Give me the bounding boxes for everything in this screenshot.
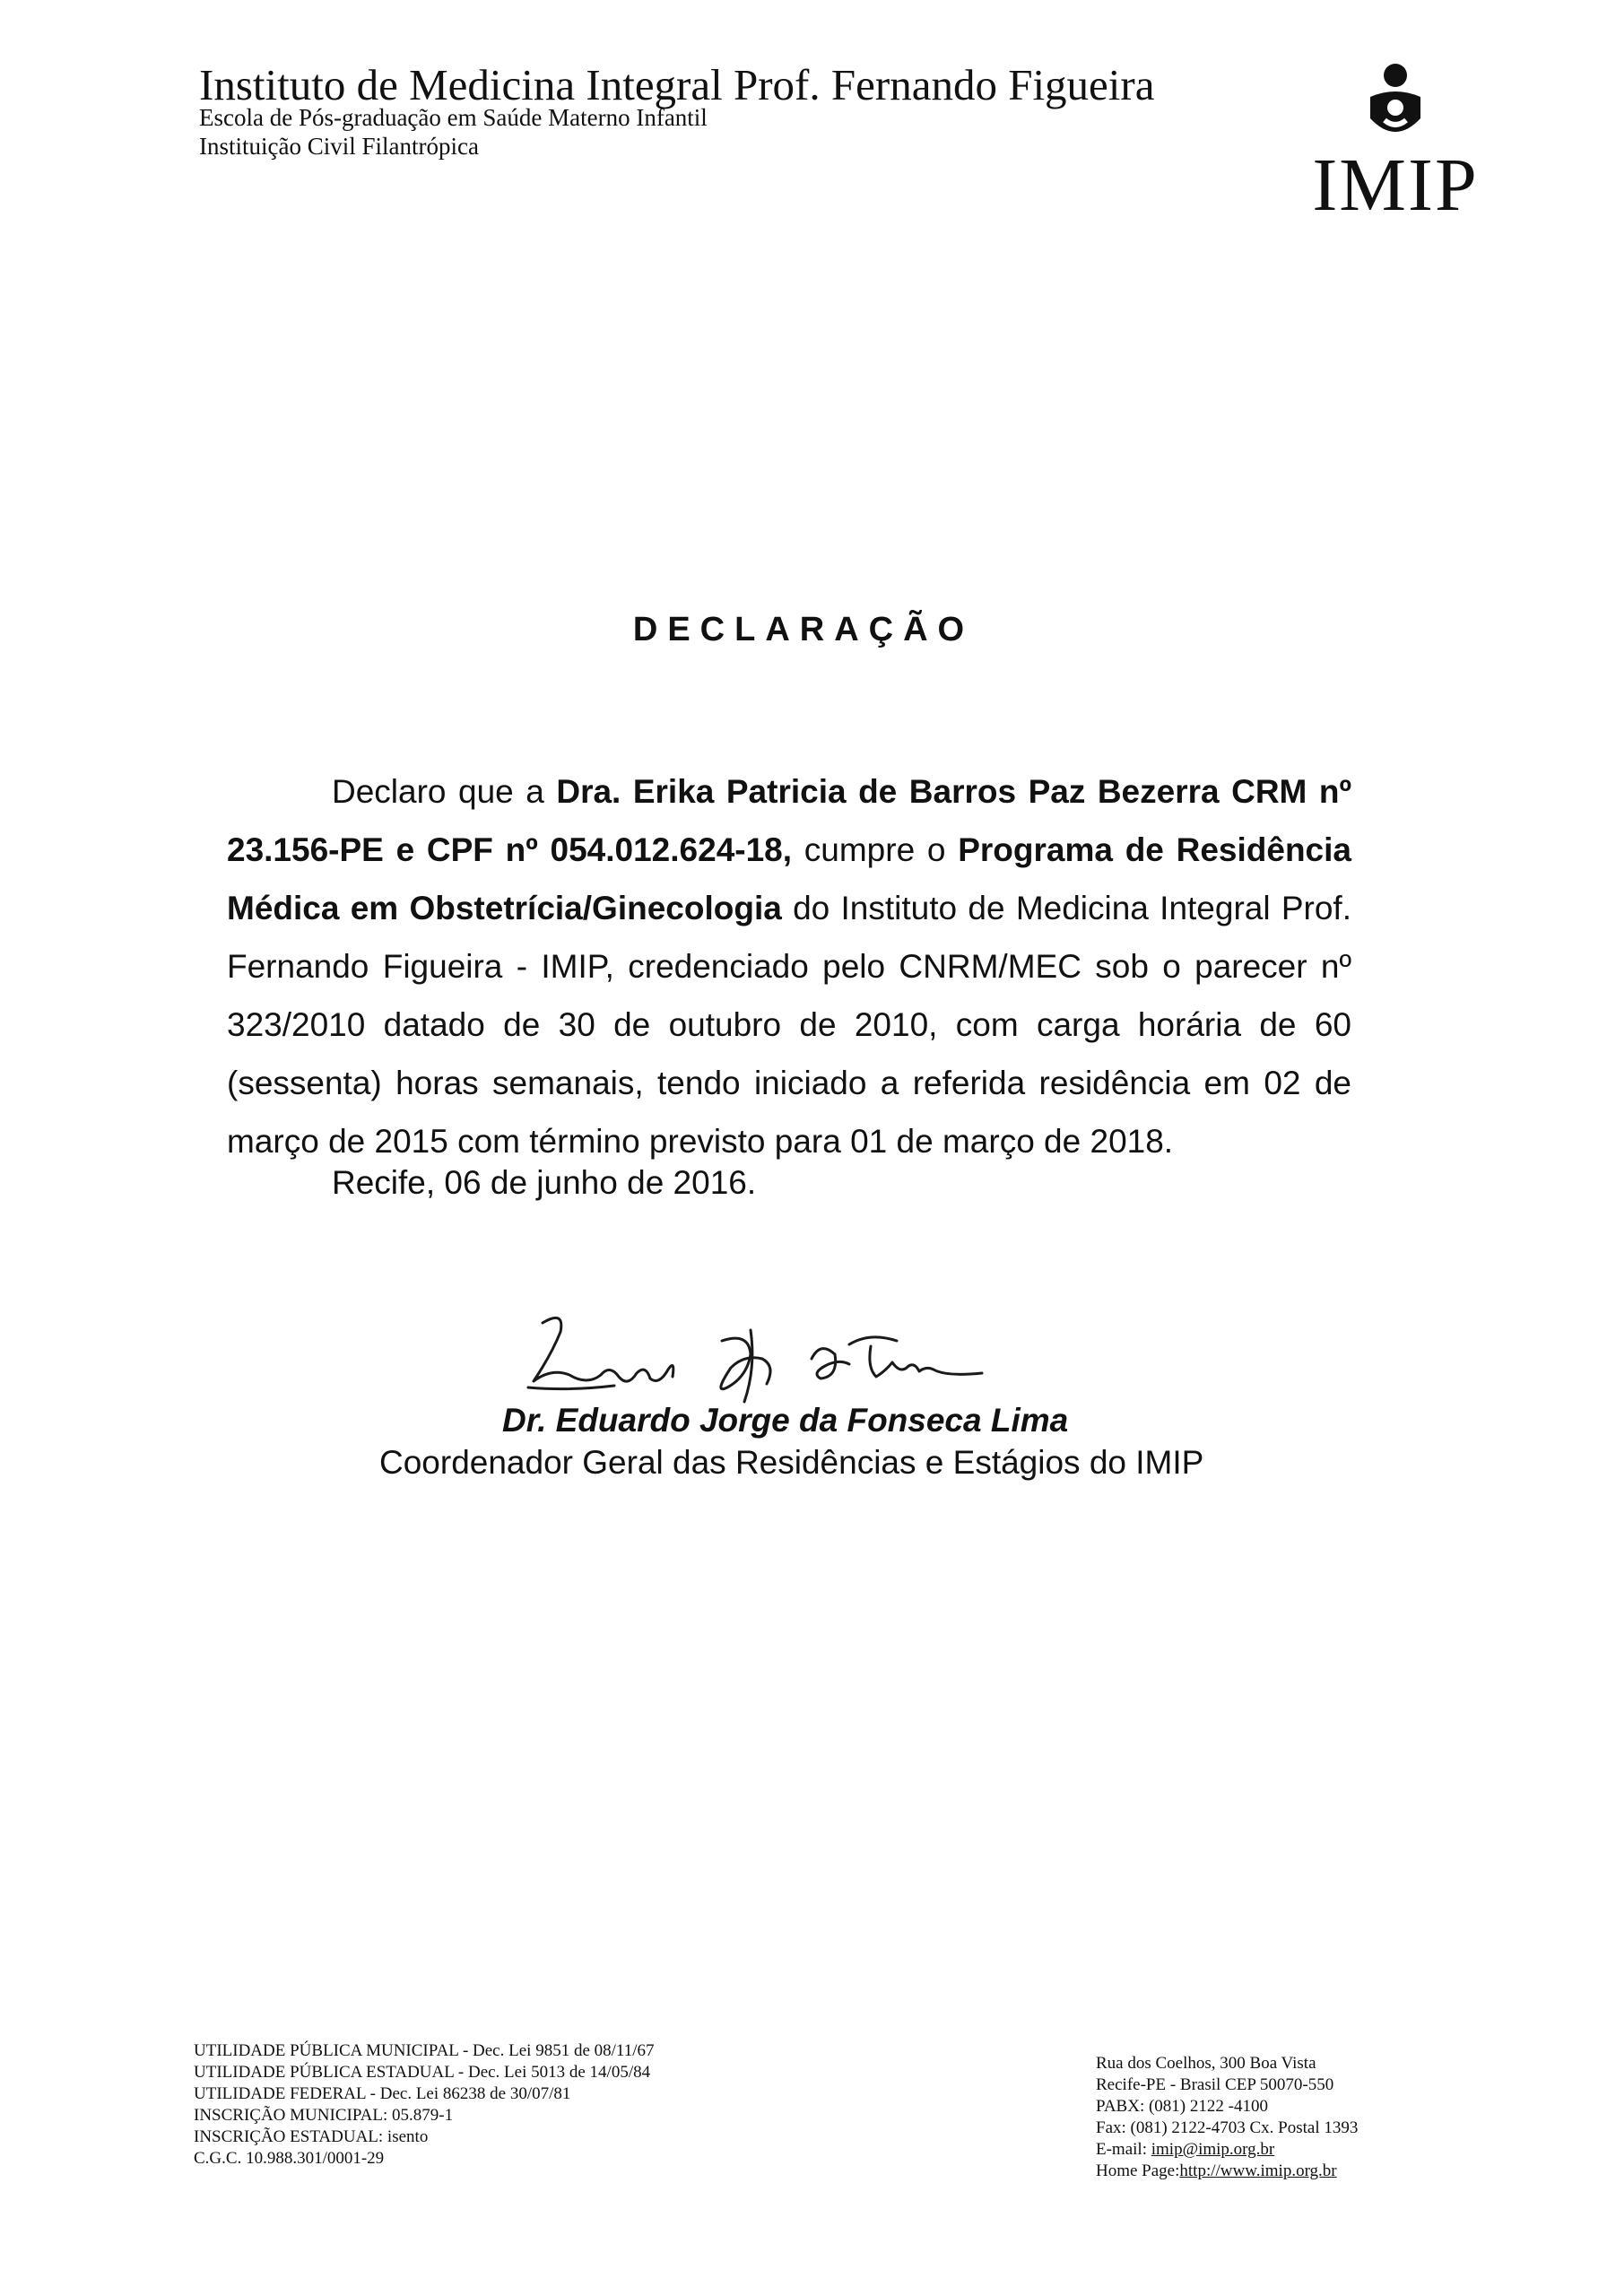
email-line	[1096, 2139, 1358, 2161]
registration-line: INSCRIÇÃO ESTADUAL: isento	[194, 2127, 429, 2146]
doctor-identification: Dra. Erika Patricia de Barros Paz Bezerra CRM nº 23.156-PE e CPF nº 054.012.624-18,	[227, 773, 1351, 868]
signatory-name: Dr. Eduardo Jorge da Fonseca Lima	[502, 1402, 1069, 1439]
institution-school: Escola de Pós-graduação em Saúde Materno Infantil	[199, 104, 708, 131]
legal-registrations	[194, 2040, 654, 2170]
email-label: E-mail:	[1096, 2140, 1151, 2159]
program-name: Programa de Residência Médica em Obstetrícia/Ginecologia	[227, 831, 1351, 926]
signatory-role: Coordenador Geral das Residências e Estágios do IMIP	[379, 1444, 1204, 1481]
contact-info	[1096, 2053, 1358, 2182]
document-title: DECLARAÇÃO	[632, 611, 975, 648]
handwritten-signature	[516, 1305, 1081, 1404]
imip-mother-child-icon	[1359, 63, 1431, 148]
body-connector: cumpre o	[792, 831, 959, 868]
registration-line: INSCRIÇÃO MUNICIPAL: 05.879-1	[194, 2106, 454, 2125]
phone-line: PABX: (081) 2122 -4100	[1096, 2097, 1268, 2116]
registration-line: UTILIDADE PÚBLICA ESTADUAL - Dec. Lei 5013 de 14/05/84	[194, 2063, 651, 2082]
institution-name: Instituto de Medicina Integral Prof. Fernando Figueira	[199, 60, 1155, 109]
fax-line: Fax: (081) 2122-4703 Cx. Postal 1393	[1096, 2118, 1359, 2137]
homepage-label: Home Page:	[1096, 2161, 1180, 2180]
body-intro: Declaro que a	[332, 773, 557, 810]
city-line: Recife-PE - Brasil CEP 50070-550	[1096, 2075, 1334, 2094]
homepage-link[interactable]: http://www.imip.org.br	[1179, 2161, 1337, 2180]
logo-text: IMIP	[1312, 144, 1479, 227]
declaration-body	[227, 762, 1351, 1170]
institution-type: Instituição Civil Filantrópica	[199, 133, 479, 160]
body-details: do Instituto de Medicina Integral Prof. Fernando Figueira - IMIP, credenciado pelo CNRM/MEC sob o parecer nº 323/2010 datado de 30 de outubro de 2010, com carga horária de 60 (sessenta) horas semanais, tendo iniciado a referida residência em 02 de março de 2015 com término previsto para 01 de março de 2018.	[227, 890, 1351, 1160]
homepage-line	[1096, 2161, 1358, 2182]
email-link[interactable]: imip@imip.org.br	[1151, 2140, 1275, 2159]
registration-line: UTILIDADE PÚBLICA MUNICIPAL - Dec. Lei 9851 de 08/11/67	[194, 2041, 655, 2060]
address-line: Rua dos Coelhos, 300 Boa Vista	[1096, 2054, 1316, 2073]
place-date: Recife, 06 de junho de 2016.	[332, 1164, 757, 1201]
registration-line: UTILIDADE FEDERAL - Dec. Lei 86238 de 30/07/81	[194, 2084, 571, 2103]
registration-line: C.G.C. 10.988.301/0001-29	[194, 2149, 385, 2168]
imip-logo	[1306, 63, 1485, 227]
